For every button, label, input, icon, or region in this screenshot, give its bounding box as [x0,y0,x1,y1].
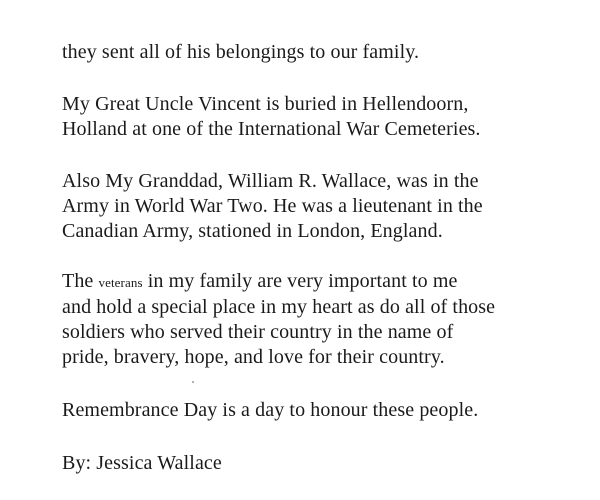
signature-line: By: Jessica Wallace [62,452,222,474]
text-line: Army in World War Two. He was a lieutenant in the [62,195,483,217]
text-line: Holland at one of the International War Cemeteries. [62,118,481,140]
text-line: pride, bravery, hope, and love for their country. [62,346,445,368]
text-line: they sent all of his belongings to our family. [62,41,420,63]
text-span: The [62,270,99,292]
small-text-span: veterans [98,275,143,290]
text-line: Canadian Army, stationed in London, England. [62,220,443,242]
text-line: My Great Uncle Vincent is buried in Hellendoorn, [62,93,469,115]
scan-speck [192,381,194,383]
text-line: and hold a special place in my heart as do all of those [62,296,496,318]
text-span: in my family are very important to me [142,270,458,292]
text-line: Also My Granddad, William R. Wallace, was in the [62,170,479,192]
text-line [62,269,457,295]
text-line: soldiers who served their country in the name of [62,321,454,343]
text-line: Remembrance Day is a day to honour these people. [62,399,479,421]
